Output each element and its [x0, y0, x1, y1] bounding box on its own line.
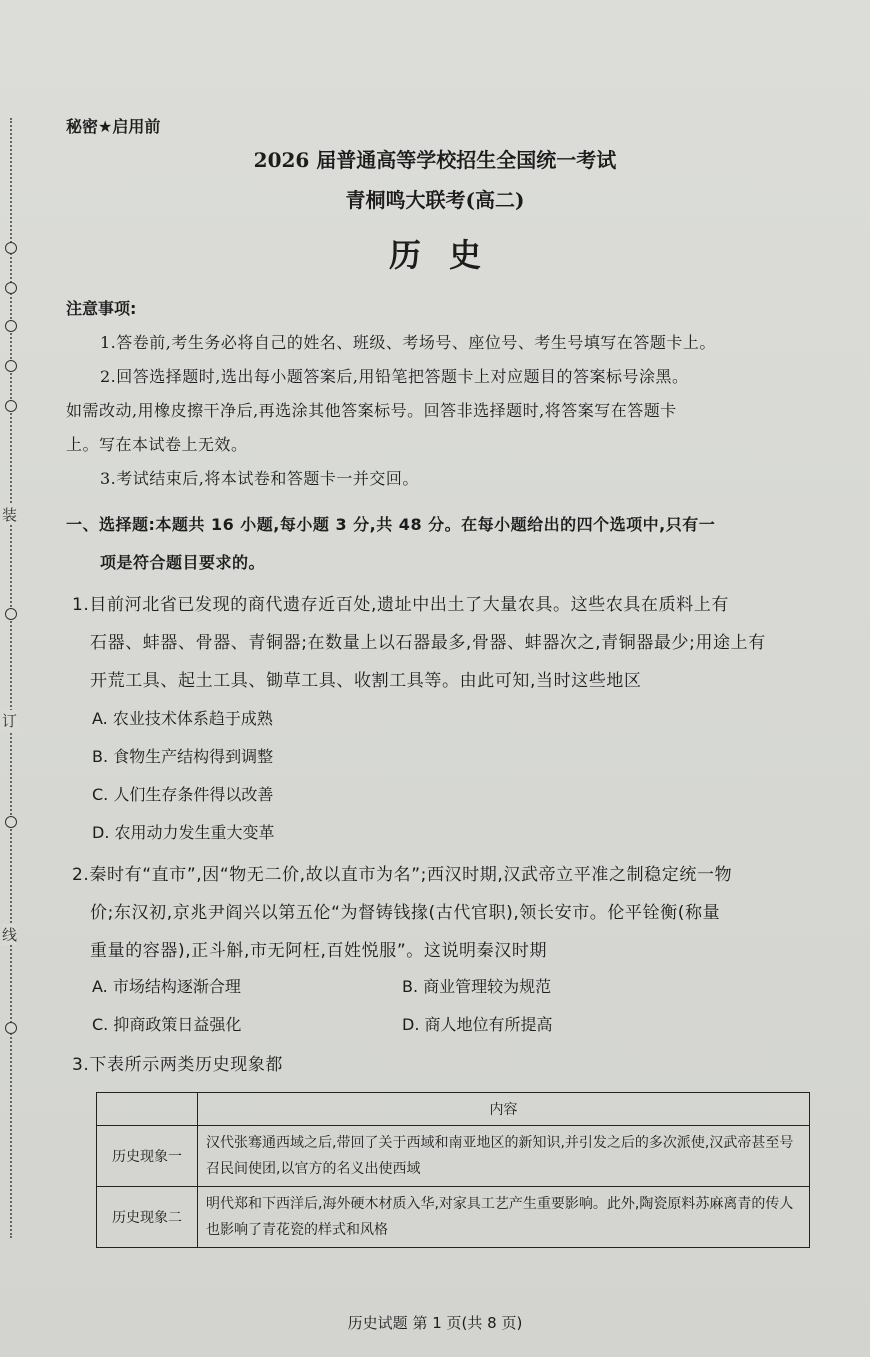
notice-line: 2.回答选择题时,选出每小题答案后,用铅笔把答题卡上对应题目的答案标号涂黑。 — [100, 367, 689, 386]
binding-char-xian: 线 — [2, 926, 18, 944]
binding-hole — [5, 1022, 17, 1034]
question-2-option-a[interactable]: A. 市场结构逐渐合理 — [92, 977, 241, 996]
table-row-content: 明代郑和下西洋后,海外硬木材质入华,对家具工艺产生重要影响。此外,陶瓷原料苏麻离青的传人也影响了青花瓷的样式和风格 — [198, 1187, 810, 1248]
binding-hole — [5, 816, 17, 828]
table-row — [97, 1187, 810, 1248]
question-2-option-b[interactable]: B. 商业管理较为规范 — [402, 977, 552, 996]
question-1-option-a[interactable]: A. 农业技术体系趋于成熟 — [92, 709, 273, 728]
section-heading: 一、选择题:本题共 16 小题,每小题 3 分,共 48 分。在每小题给出的四个选项中,只有一 — [66, 515, 716, 534]
notice-heading: 注意事项: — [66, 299, 137, 318]
question-2-option-d[interactable]: D. 商人地位有所提高 — [402, 1015, 553, 1034]
history-phenomena-table — [96, 1092, 810, 1248]
question-2-stem: 2.秦时有“直市”,因“物无二价,故以直市为名”;西汉时期,汉武帝立平准之制稳定统一物 — [72, 865, 733, 885]
notice-line: 如需改动,用橡皮擦干净后,再选涂其他答案标号。回答非选择题时,将答案写在答题卡 — [66, 401, 677, 420]
binding-hole — [5, 360, 17, 372]
binding-hole — [5, 608, 17, 620]
secret-label: 秘密★启用前 — [66, 117, 161, 136]
question-3-stem: 3.下表所示两类历史现象都 — [72, 1055, 284, 1075]
question-1-stem: 1.目前河北省已发现的商代遗存近百处,遗址中出土了大量农具。这些农具在质料上有 — [72, 595, 730, 615]
subject-title: 历史 — [388, 236, 509, 274]
exam-subtitle: 青桐鸣大联考(高二) — [345, 188, 525, 212]
notice-line: 上。写在本试卷上无效。 — [66, 435, 248, 454]
question-2-stem: 重量的容器),正斗斛,市无阿枉,百姓悦服”。这说明秦汉时期 — [90, 941, 548, 961]
table-header-empty — [97, 1093, 198, 1126]
binding-char-zhuang: 装 — [2, 506, 18, 524]
table-header-content: 内容 — [198, 1093, 810, 1126]
binding-hole — [5, 282, 17, 294]
question-2-stem: 价;东汉初,京兆尹阎兴以第五伦“为督铸钱掾(古代官职),领长安市。伦平铨衡(称量 — [90, 903, 721, 923]
table-row-content: 汉代张骞通西域之后,带回了关于西域和南亚地区的新知识,并引发之后的多次派使,汉武帝甚至号召民间使团,以官方的名义出使西域 — [198, 1126, 810, 1187]
table-header-row — [97, 1093, 810, 1126]
binding-hole — [5, 400, 17, 412]
page-footer: 历史试题 第 1 页(共 8 页) — [347, 1314, 523, 1332]
exam-title: 2026 届普通高等学校招生全国统一考试 — [253, 148, 617, 172]
binding-char-ding: 订 — [2, 712, 18, 730]
section-heading-cont: 项是符合题目要求的。 — [100, 553, 266, 572]
question-1-option-b[interactable]: B. 食物生产结构得到调整 — [92, 747, 274, 766]
table-row — [97, 1126, 810, 1187]
table-row-label: 历史现象二 — [97, 1187, 198, 1248]
question-1-stem: 开荒工具、起土工具、锄草工具、收割工具等。由此可知,当时这些地区 — [90, 671, 642, 691]
question-1-option-d[interactable]: D. 农用动力发生重大变革 — [92, 823, 275, 842]
question-1-stem: 石器、蚌器、骨器、青铜器;在数量上以石器最多,骨器、蚌器次之,青铜器最少;用途上有 — [90, 633, 766, 653]
table-row-label: 历史现象一 — [97, 1126, 198, 1187]
question-1-option-c[interactable]: C. 人们生存条件得以改善 — [92, 785, 274, 804]
binding-hole — [5, 320, 17, 332]
question-2-option-c[interactable]: C. 抑商政策日益强化 — [92, 1015, 242, 1034]
notice-line: 1.答卷前,考生务必将自己的姓名、班级、考场号、座位号、考生号填写在答题卡上。 — [100, 333, 716, 352]
notice-line: 3.考试结束后,将本试卷和答题卡一并交回。 — [100, 469, 419, 488]
